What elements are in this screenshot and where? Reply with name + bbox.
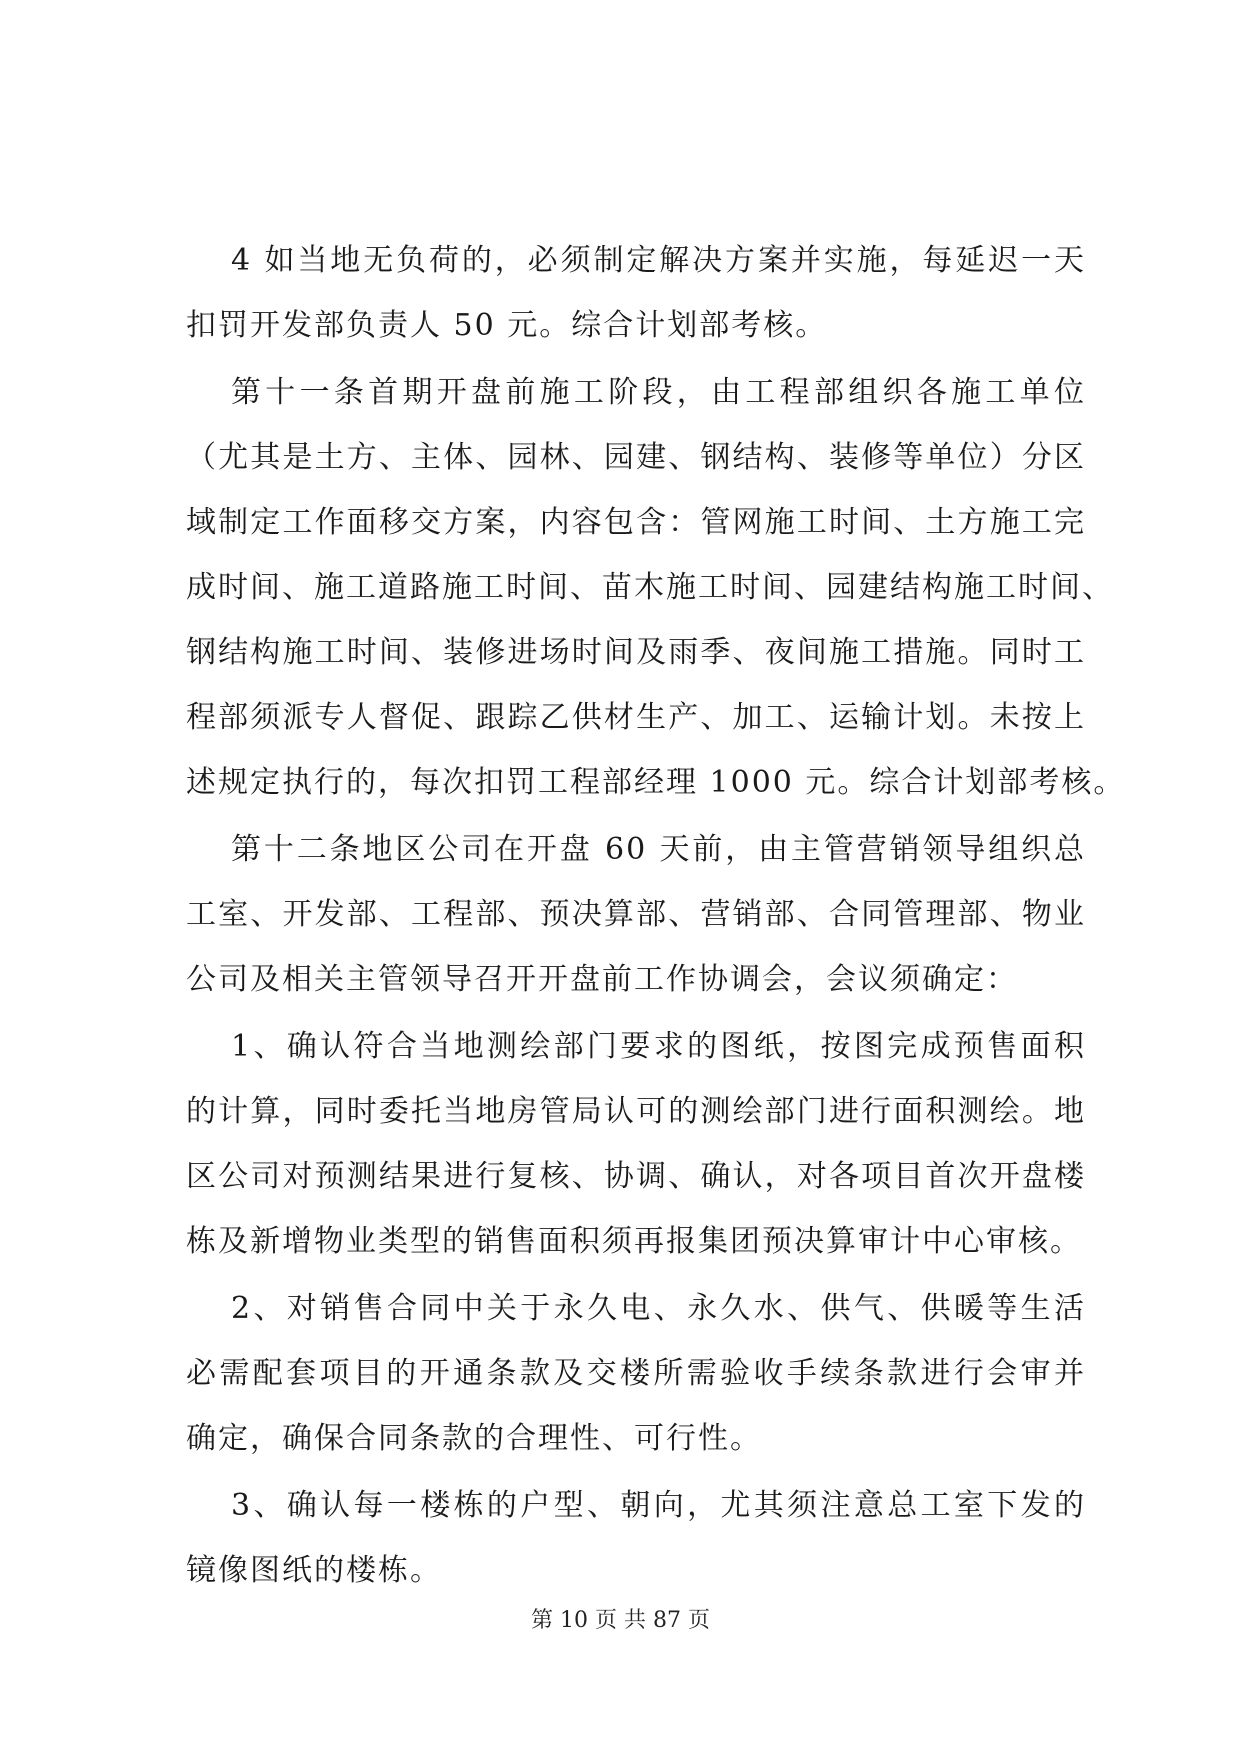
paragraph-line: 第十一条首期开盘前施工阶段，由工程部组织各施工单位 [231, 375, 1086, 410]
paragraph-line: 的计算，同时委托当地房管局认可的测绘部门进行面积测绘。地 [186, 1094, 1086, 1129]
paragraph-line: 必需配套项目的开通条款及交楼所需验收手续条款进行会审并 [186, 1356, 1086, 1391]
paragraph-line: 确定，确保合同条款的合理性、可行性。 [186, 1421, 762, 1456]
paragraph-line: 述规定执行的，每次扣罚工程部经理 1000 元。综合计划部考核。 [186, 765, 1126, 800]
paragraph-line: 钢结构施工时间、装修进场时间及雨季、夜间施工措施。同时工 [186, 635, 1086, 670]
page-number-footer: 第 10 页 共 87 页 [531, 1608, 710, 1633]
paragraph-line: 扣罚开发部负责人 50 元。综合计划部考核。 [186, 308, 828, 343]
paragraph-line: 3、确认每一楼栋的户型、朝向，尤其须注意总工室下发的 [231, 1488, 1086, 1523]
paragraph-line: 栋及新增物业类型的销售面积须再报集团预决算审计中心审核。 [186, 1224, 1082, 1259]
paragraph-line: 工室、开发部、工程部、预决算部、营销部、合同管理部、物业 [186, 897, 1086, 932]
paragraph-line: 域制定工作面移交方案，内容包含：管网施工时间、土方施工完 [186, 505, 1086, 540]
paragraph-line: （尤其是土方、主体、园林、园建、钢结构、装修等单位）分区 [186, 440, 1086, 475]
paragraph-line: 第十二条地区公司在开盘 60 天前，由主管营销领导组织总 [231, 832, 1086, 867]
document-body [186, 228, 1126, 1603]
paragraph-line: 公司及相关主管领导召开开盘前工作协调会，会议须确定： [186, 962, 1018, 997]
paragraph-line: 2、对销售合同中关于永久电、永久水、供气、供暖等生活 [231, 1291, 1086, 1326]
paragraph-line: 镜像图纸的楼栋。 [186, 1553, 442, 1588]
paragraph-line: 区公司对预测结果进行复核、协调、确认，对各项目首次开盘楼 [186, 1159, 1086, 1194]
paragraph-line: 1、确认符合当地测绘部门要求的图纸，按图完成预售面积 [231, 1029, 1086, 1064]
paragraph-line: 4 如当地无负荷的，必须制定解决方案并实施，每延迟一天 [231, 243, 1086, 278]
paragraph-line: 成时间、施工道路施工时间、苗木施工时间、园建结构施工时间、 [186, 570, 1114, 605]
paragraph-line: 程部须派专人督促、跟踪乙供材生产、加工、运输计划。未按上 [186, 700, 1086, 735]
